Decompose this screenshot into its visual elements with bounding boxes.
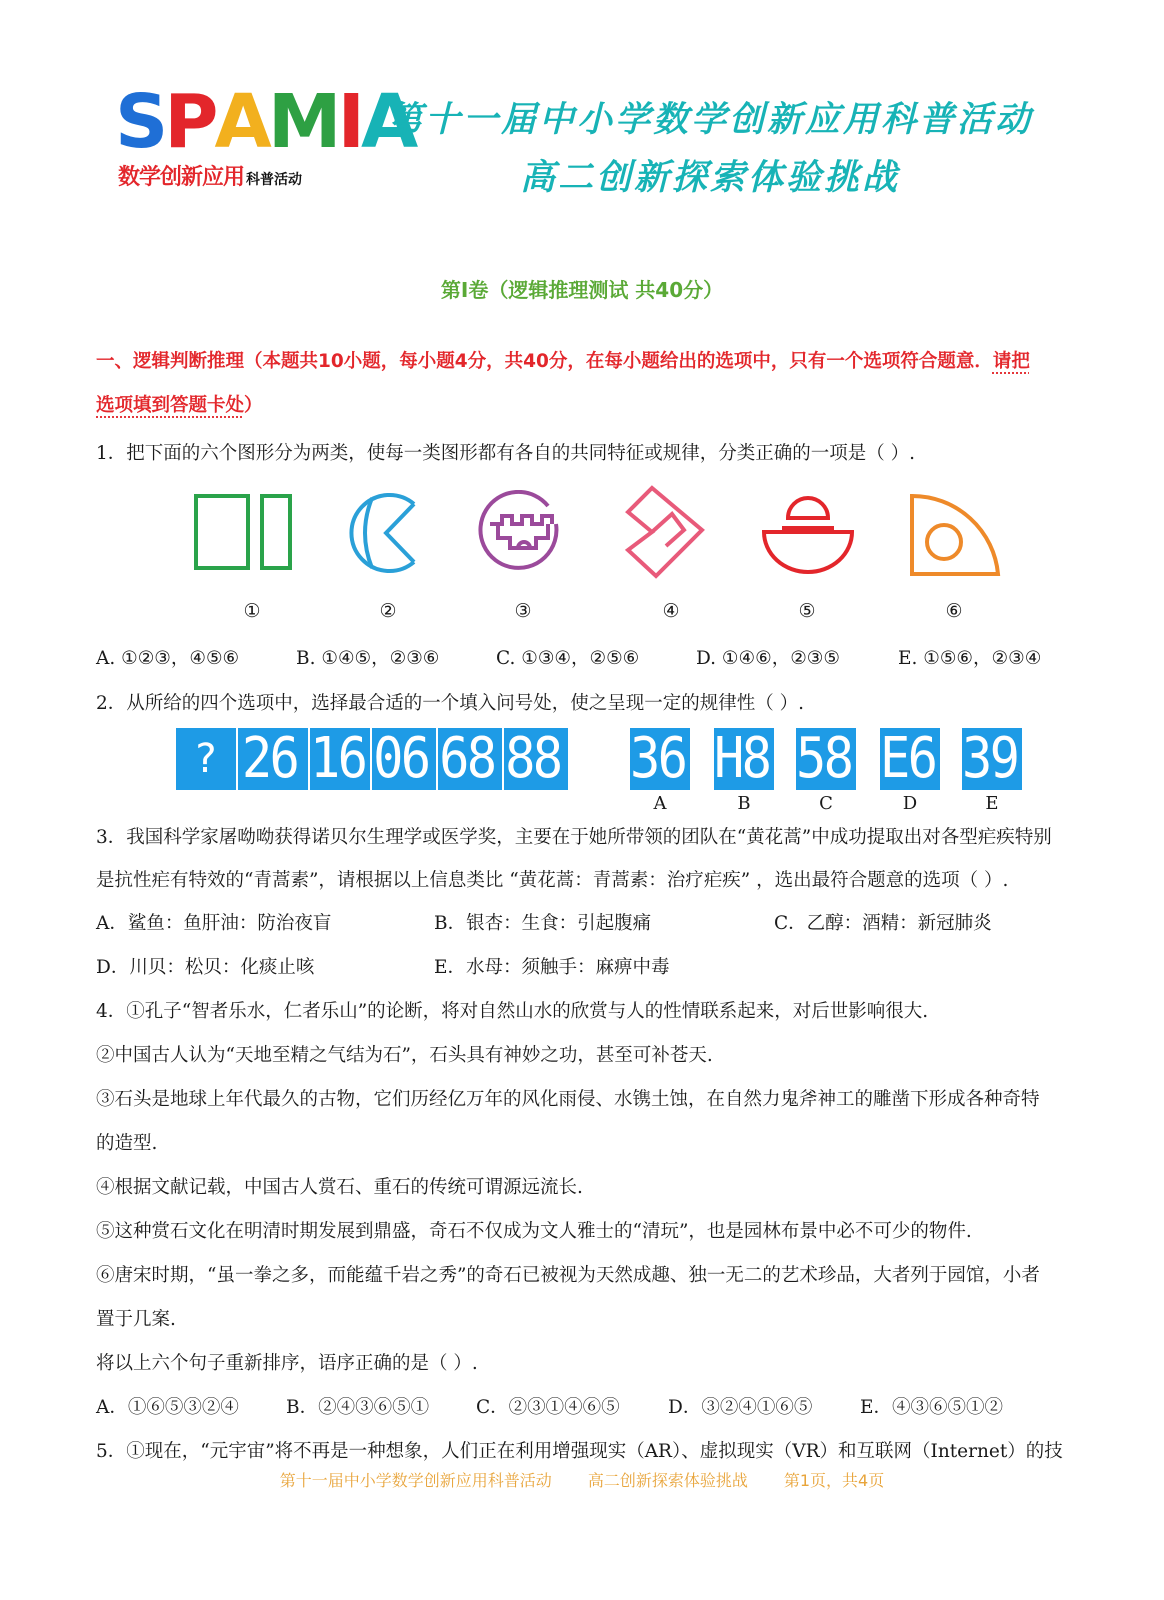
- instructions-text: 一、逻辑判断推理（本题共10小题，每小题4分，共40分，在每小题给出的选项中，只有一个选项符合题意．: [96, 351, 993, 372]
- q2-choice-d[interactable]: [880, 728, 940, 790]
- q2-sequence-cell: [504, 728, 568, 790]
- q2-sequence-value: 68: [439, 726, 495, 791]
- q1-figure-6: [906, 490, 1002, 580]
- instructions-line1: [96, 350, 1030, 374]
- q2-choice-b[interactable]: [714, 728, 774, 790]
- logo-letter: S: [115, 79, 165, 165]
- q4-sentence-3-cont: 的造型.: [96, 1133, 158, 1154]
- q2-choice-a[interactable]: [630, 728, 690, 790]
- logo-letter: P: [164, 79, 215, 165]
- q2-choice-value: 36: [630, 726, 686, 791]
- q1-option-d[interactable]: D. ①④⑥，②③⑤: [696, 648, 840, 669]
- q1-figure-label: ②: [379, 600, 397, 622]
- q2-choice-label: A: [653, 793, 667, 814]
- q1-figure-2: [342, 490, 432, 576]
- q1-option-b[interactable]: B. ①④⑤，②③⑥: [296, 648, 440, 669]
- q1-figure-1: [192, 490, 296, 574]
- logo-sub-small: 科普活动: [246, 172, 303, 188]
- q1-option-e[interactable]: E. ①⑤⑥，②③④: [898, 648, 1042, 669]
- q4-sentence-3: ③石头是地球上年代最久的古物，它们历经亿万年的风化雨侵、水镌土蚀，在自然力鬼斧神工的雕凿下形成各种奇特: [96, 1089, 1040, 1110]
- logo-letter: I: [337, 79, 362, 165]
- q1-figure-label: ①: [243, 600, 261, 622]
- q4-ask: 将以上六个句子重新排序，语序正确的是（ ）.: [96, 1353, 478, 1374]
- q2-choice-e[interactable]: [962, 728, 1022, 790]
- q1-stem: 1．把下面的六个图形分为两类，使每一类图形都有各自的共同特征或规律，分类正确的一项是（ ）.: [96, 443, 916, 464]
- instructions-emphasis: 选项填到答题卡处: [96, 395, 245, 416]
- q4-sentence-1: 4．①孔子“智者乐水，仁者乐山”的论断，将对自然山水的欣赏与人的性情联系起来，对后世影响很大.: [96, 1001, 929, 1022]
- q3-option-c[interactable]: C．乙醇：酒精：新冠肺炎: [774, 913, 992, 934]
- q2-sequence-value: 88: [505, 726, 561, 791]
- q4-sentence-6: ⑥唐宋时期，“虽一拳之多，而能蕴千岩之秀”的奇石已被视为天然成趣、独一无二的艺术珍品，大者列于园馆，小者: [96, 1265, 1040, 1286]
- q4-option-b[interactable]: B．②④③⑥⑤①: [286, 1397, 430, 1418]
- q2-choice-label: D: [902, 793, 918, 814]
- q2-sequence-value: 16: [310, 726, 366, 791]
- q2-question-mark: ?: [195, 736, 217, 782]
- q2-choice-value: 58: [796, 726, 852, 791]
- section-title: 第Ⅰ卷（逻辑推理测试 共40分）: [440, 278, 724, 302]
- logo-letter: M: [267, 79, 338, 165]
- q1-figure-3: [478, 490, 568, 576]
- q3-option-b[interactable]: B．银杏：生食：引起腹痛: [434, 913, 652, 934]
- q2-stem: 2．从所给的四个选项中，选择最合适的一个填入问号处，使之呈现一定的规律性（ ）.: [96, 693, 805, 714]
- footer-event: 第十一届中小学数学创新应用科普活动: [279, 1471, 552, 1490]
- q2-choice-value: H8: [714, 726, 770, 791]
- q1-figure-label: ⑤: [798, 600, 816, 622]
- q2-question-cell: [176, 728, 236, 790]
- footer-page-number: 第1页，共4页: [783, 1471, 885, 1490]
- q4-sentence-4: ④根据文献记载，中国古人赏石、重石的传统可谓源远流长.: [96, 1177, 583, 1198]
- q4-sentence-2: ②中国古人认为“天地至精之气结为石”，石头具有神妙之功，甚至可补苍天.: [96, 1045, 713, 1066]
- instructions-line2: [96, 394, 263, 418]
- q1-figure-5: [760, 490, 856, 576]
- q3-stem-line2: 是抗性疟有特效的“青蒿素”，请根据以上信息类比 “黄花蒿：青蒿素：治疗疟疾” ，选出最符合题意的选项（ ）.: [96, 870, 1009, 891]
- logo-letter: A: [214, 79, 268, 165]
- instructions-emphasis: 请把: [992, 351, 1030, 372]
- q2-choice-label: B: [737, 793, 751, 814]
- q2-choice-c[interactable]: [796, 728, 856, 790]
- q2-choice-label: C: [819, 793, 833, 814]
- q1-option-c[interactable]: C. ①③④，②⑤⑥: [496, 648, 640, 669]
- q3-stem-line1: 3．我国科学家屠呦呦获得诺贝尔生理学或医学奖，主要在于她所带领的团队在“黄花蒿”中成功提取出对各型疟疾特别: [96, 827, 1052, 848]
- q4-option-e[interactable]: E．④③⑥⑤①②: [860, 1397, 1004, 1418]
- q2-sequence-value: 26: [241, 726, 298, 791]
- header-title-line2: 高二创新探索体验挑战: [519, 157, 900, 198]
- q2-sequence-cell: [438, 728, 502, 790]
- q4-sentence-5: ⑤这种赏石文化在明清时期发展到鼎盛，奇石不仅成为文人雅士的“清玩”，也是园林布景中必不可少的物件.: [96, 1221, 972, 1242]
- page-footer: [0, 1468, 1164, 1491]
- q2-choice-label: E: [985, 793, 999, 814]
- q2-sequence-cell: [310, 728, 370, 790]
- q2-choice-value: E6: [880, 726, 936, 791]
- q4-option-a[interactable]: A．①⑥⑤③②④: [96, 1397, 239, 1418]
- q4-sentence-6-cont: 置于几案.: [96, 1309, 176, 1330]
- logo-letter: A: [361, 79, 415, 165]
- q3-option-d[interactable]: D．川贝：松贝：化痰止咳: [96, 957, 315, 978]
- q2-choice-value: 39: [962, 726, 1018, 791]
- q2-sequence-cell: [238, 728, 308, 790]
- q3-option-a[interactable]: A．鲨鱼：鱼肝油：防治夜盲: [96, 913, 332, 934]
- instructions-close: ）: [244, 395, 263, 416]
- logo-sub-main: 数学创新应用: [118, 165, 245, 190]
- q5-stem: 5．①现在，“元宇宙”将不再是一种想象，人们正在利用增强现实（AR）、虚拟现实（VR）和互联网（Internet）的技: [96, 1441, 1063, 1462]
- q1-figure-label: ⑥: [945, 600, 963, 622]
- footer-test: 高二创新探索体验挑战: [587, 1471, 748, 1490]
- q1-figure-label: ④: [662, 600, 680, 622]
- q1-figure-4: [622, 490, 708, 580]
- q2-sequence-value: 06: [373, 726, 429, 791]
- q1-figure-label: ③: [514, 600, 532, 622]
- header-title-line1: 第十一届中小学数学创新应用科普活动: [386, 99, 1033, 140]
- q1-option-a[interactable]: A. ①②③，④⑤⑥: [96, 648, 240, 669]
- q4-option-c[interactable]: C．②③①④⑥⑤: [476, 1397, 620, 1418]
- q2-sequence-cell: [372, 728, 436, 790]
- q3-option-e[interactable]: E．水母：须触手：麻痹中毒: [434, 957, 670, 978]
- logo-subtitle: [118, 160, 302, 191]
- q4-option-d[interactable]: D．③②④①⑥⑤: [668, 1397, 813, 1418]
